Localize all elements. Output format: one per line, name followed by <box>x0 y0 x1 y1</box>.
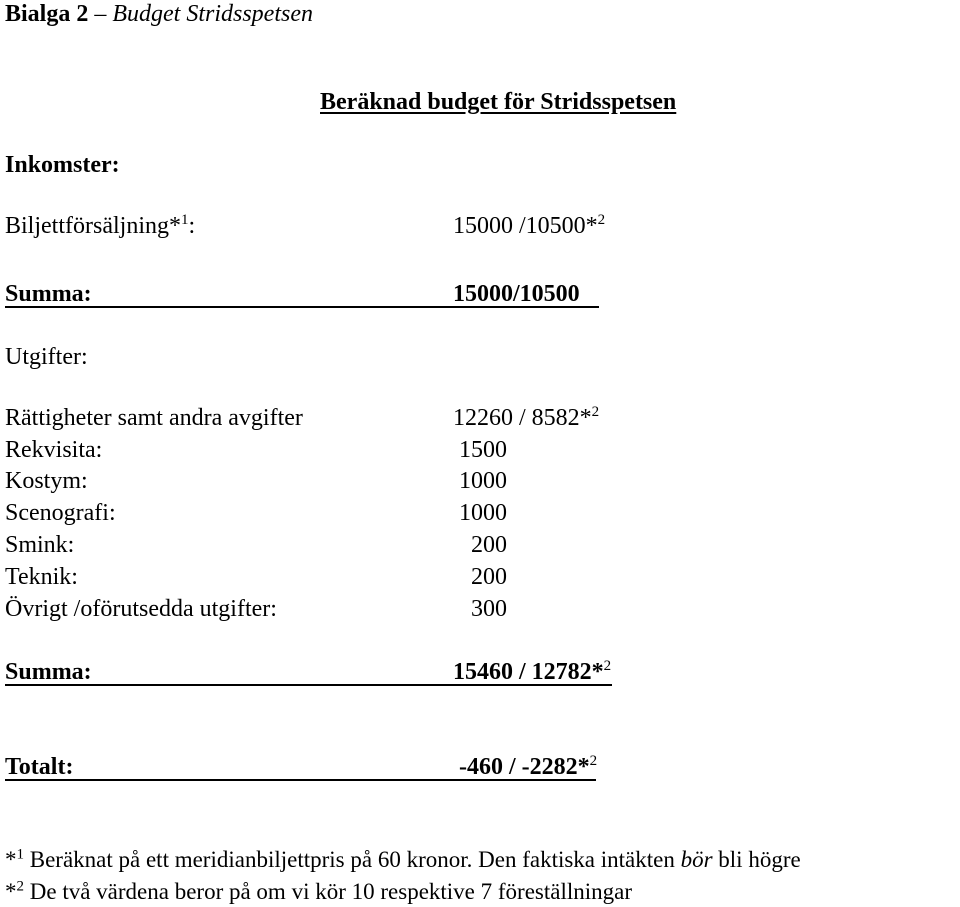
page-title: Beräknad budget för Stridsspetsen <box>320 89 677 115</box>
expense-value: 1000 <box>459 468 507 494</box>
appendix-label: Bialga 2 <box>5 1 89 27</box>
expense-value: 1500 <box>459 437 507 463</box>
expense-value: 200 <box>471 532 507 558</box>
total-value: -460 / -2282*$^2$ <box>459 753 598 780</box>
total-underline <box>5 779 596 781</box>
expense-value: 300 <box>471 596 507 622</box>
footnote-2: *$^2$ De två värdena beror på om vi kör 10 respektive 7 föreställningar <box>5 878 633 904</box>
expenses-sum-label: Summa: <box>5 659 92 685</box>
income-sum-underline <box>5 306 599 308</box>
expense-value: 200 <box>471 564 507 590</box>
expense-label: Övrigt /oförutsedda utgifter: <box>5 596 277 622</box>
expenses-sum-value: 15460 / 12782*$^2$ <box>453 658 612 685</box>
expenses-heading: Utgifter: <box>5 344 88 370</box>
header-dash: – <box>94 1 107 27</box>
document-header <box>5 2 313 26</box>
header-title: Budget Stridsspetsen <box>112 1 313 27</box>
expense-label: Scenografi: <box>5 500 116 526</box>
expense-label: Teknik: <box>5 564 78 590</box>
income-sum-label: Summa: <box>5 281 92 307</box>
expense-label: Rättigheter samt andra avgifter <box>5 405 303 431</box>
expense-value: 12260 / 8582*$^2$ <box>453 404 600 431</box>
footnote-1: *$^1$ Beräknat på ett meridianbiljettpris på 60 kronor. Den faktiska intäkten bör bli högre <box>5 846 801 872</box>
expense-label: Rekvisita: <box>5 437 103 463</box>
expense-value: 1000 <box>459 500 507 526</box>
expense-label: Kostym: <box>5 468 88 494</box>
ticket-sales-label: Biljettförsäljning*$^1$: <box>5 212 196 239</box>
income-heading: Inkomster: <box>5 152 120 178</box>
income-sum-value: 15000/10500 <box>453 281 580 307</box>
total-label: Totalt: <box>5 754 74 780</box>
expenses-sum-underline <box>5 684 612 686</box>
expense-label: Smink: <box>5 532 75 558</box>
ticket-sales-value: 15000 /10500*$^2$ <box>453 212 606 239</box>
